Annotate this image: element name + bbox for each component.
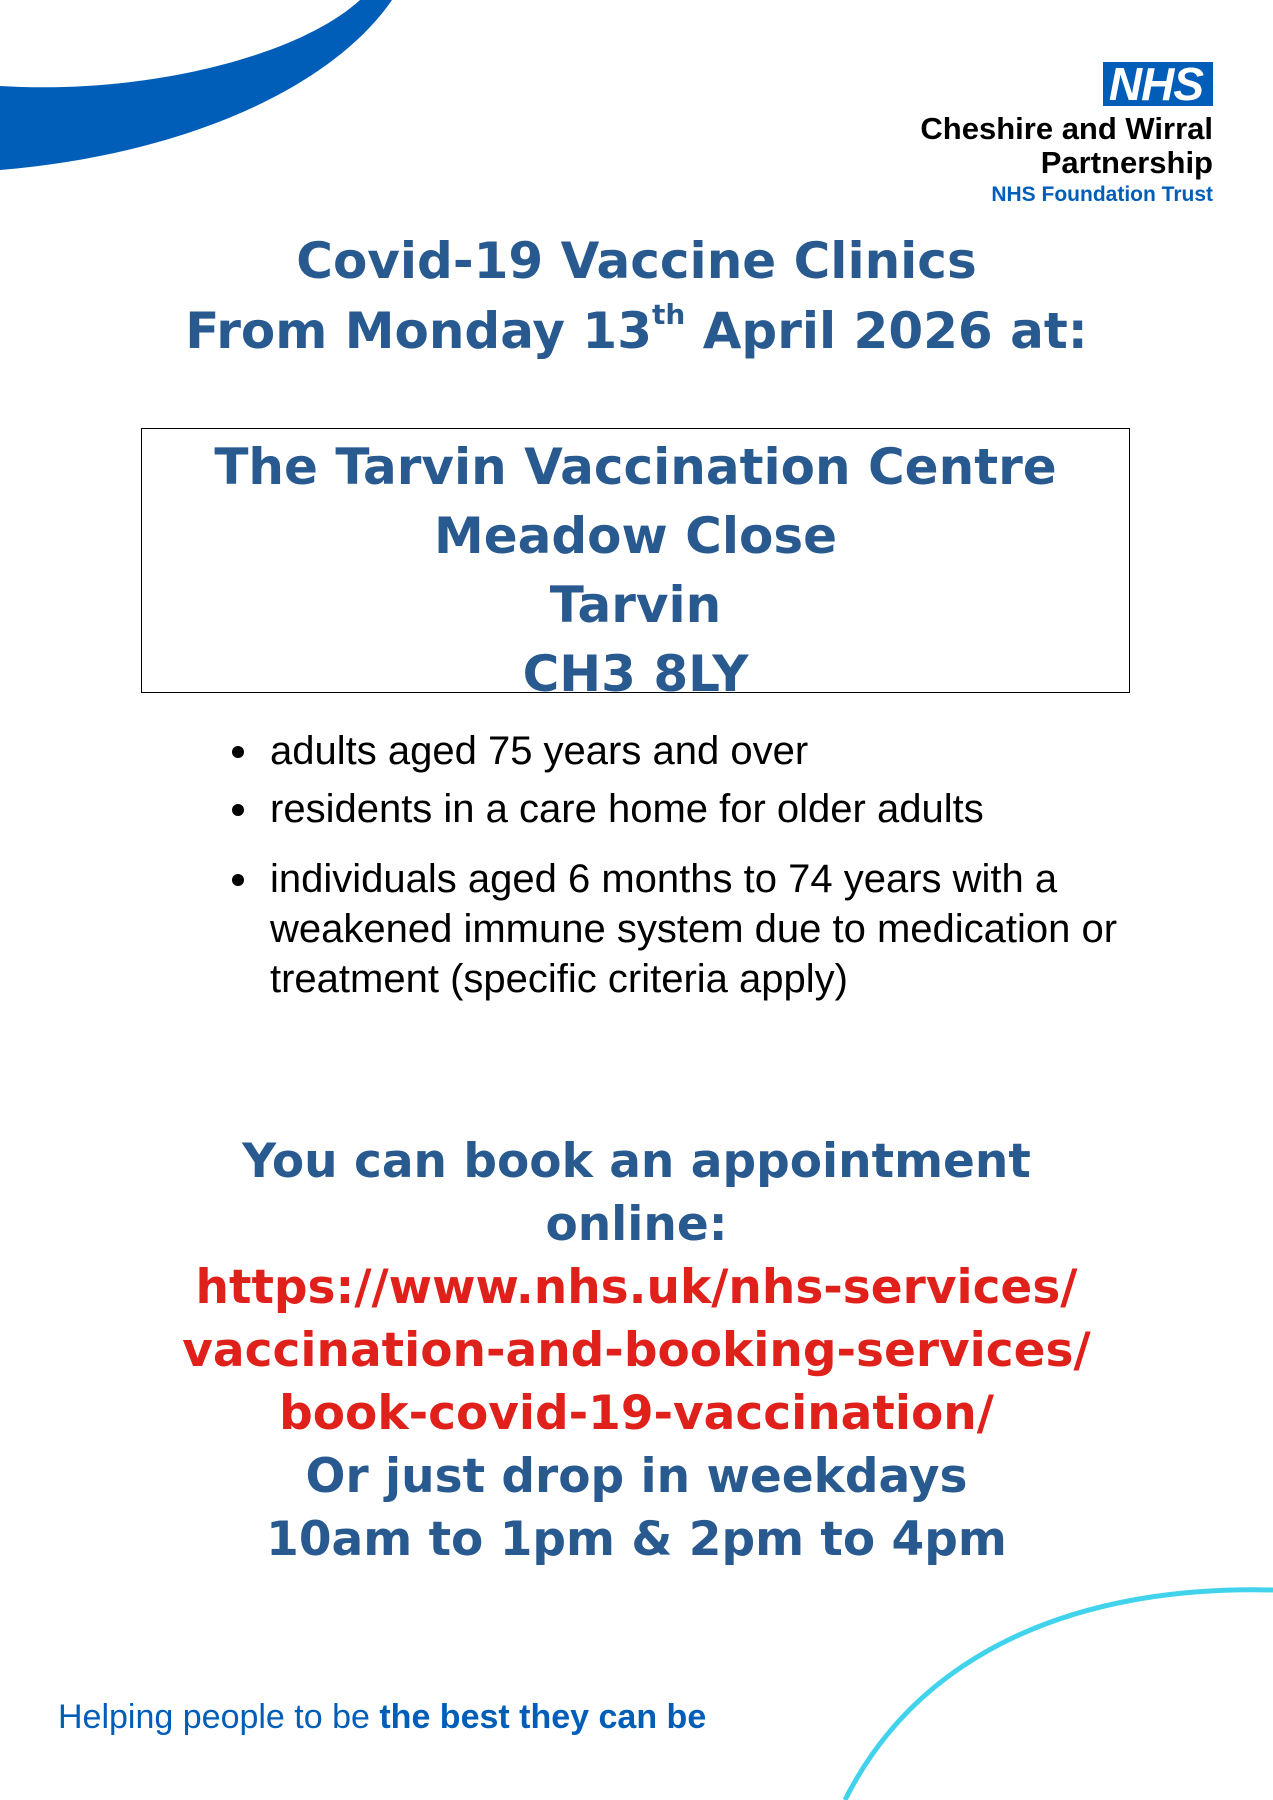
booking-heading-line1: You can book an appointment [242, 1134, 1031, 1189]
title-line1: Covid-19 Vaccine Clinics [296, 232, 977, 290]
eligibility-list [230, 726, 1150, 1012]
trust-name-line2: Partnership [1040, 145, 1213, 180]
tagline-regular: Helping people to be [58, 1698, 380, 1736]
nhs-trust-logo [920, 58, 1213, 208]
bottom-right-cyan-arc [845, 1590, 1273, 1800]
venue-address-box [141, 428, 1130, 703]
title-line2 [0, 296, 1273, 366]
booking-heading-line2: online: [545, 1197, 728, 1252]
booking-url-line3[interactable]: book-covid-19-vaccination/ [279, 1386, 994, 1441]
title-date-suffix: April 2026 at: [685, 302, 1088, 360]
title-date: From Monday 13 [185, 302, 652, 360]
dropin-hours: 10am to 1pm & 2pm to 4pm [266, 1512, 1007, 1567]
footer-tagline [58, 1698, 706, 1737]
trust-name-line1: Cheshire and Wirral [920, 111, 1213, 146]
trust-subtitle: NHS Foundation Trust [991, 183, 1213, 206]
tagline-bold: the best they can be [379, 1698, 707, 1736]
page-title [0, 226, 1273, 366]
dropin-text: Or just drop in weekdays [305, 1449, 968, 1504]
venue-name: The Tarvin Vaccination Centre [214, 438, 1057, 496]
booking-info [0, 1130, 1273, 1571]
nhs-badge: NHS [1103, 62, 1213, 106]
title-date-ordinal: th [651, 298, 686, 332]
booking-url-line1[interactable]: https://www.nhs.uk/nhs-services/ [195, 1260, 1078, 1315]
venue-street: Meadow Close [433, 507, 837, 565]
venue-town: Tarvin [549, 576, 722, 634]
trust-name [920, 112, 1213, 180]
venue-postcode: CH3 8LY [522, 645, 749, 703]
list-item: residents in a care home for older adults [230, 784, 1150, 834]
booking-url-line2[interactable]: vaccination-and-booking-services/ [182, 1323, 1091, 1378]
list-item: individuals aged 6 months to 74 years with a weakened immune system due to medication or treatment (specific criteria apply) [230, 854, 1150, 1004]
list-item: adults aged 75 years and over [230, 726, 1150, 776]
